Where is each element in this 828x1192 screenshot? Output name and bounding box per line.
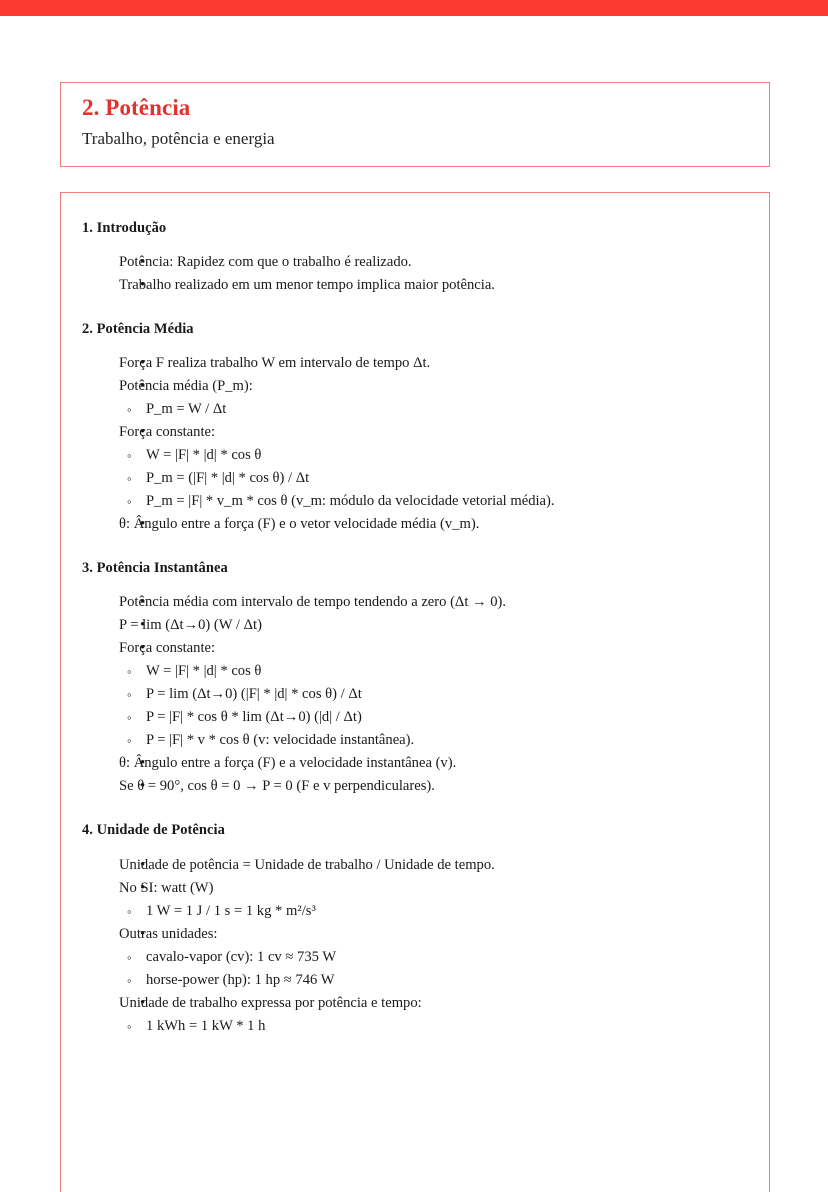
sub-bullet-list: [119, 900, 745, 923]
document-body-card: [60, 192, 770, 1192]
list-item: [82, 637, 745, 752]
sub-list-item: ◦ P_m = (|F| * |d| * cos θ) / Δt: [119, 467, 745, 490]
list-item: [82, 877, 745, 923]
sub-list-item: ◦ 1 kWh = 1 kW * 1 h: [119, 1015, 745, 1038]
page-title: 2. Potência: [82, 95, 191, 120]
sub-bullet-list: [119, 398, 745, 421]
list-item: [82, 992, 745, 1038]
list-item: [82, 775, 745, 798]
list-item-text: • θ: Ângulo entre a força (F) e a velocidade instantânea (v).: [119, 752, 745, 775]
page-subtitle: Trabalho, potência e energia: [82, 128, 275, 148]
list-item: [82, 752, 745, 775]
sub-list-item: ◦ P = |F| * cos θ * lim (Δt→0) (|d| / Δt): [119, 706, 745, 729]
sub-list-item: ◦ cavalo-vapor (cv): 1 cv ≈ 735 W: [119, 946, 745, 969]
bullet-list: [82, 591, 745, 798]
sub-bullet-list: [119, 946, 745, 992]
list-item-text: • Unidade de potência = Unidade de trabalho / Unidade de tempo.: [119, 854, 745, 877]
list-item: [82, 274, 745, 297]
bullet-list: [82, 854, 745, 1038]
list-item-text: • Potência média (P_m):: [119, 375, 745, 398]
document-section: [82, 821, 745, 1037]
document-section: [82, 559, 745, 798]
sub-list-item: ◦ 1 W = 1 J / 1 s = 1 kg * m²/s³: [119, 900, 745, 923]
sections-container: [82, 219, 745, 1038]
list-item-text: • Potência: Rapidez com que o trabalho é realizado.: [119, 251, 745, 274]
sub-list-item: ◦ W = |F| * |d| * cos θ: [119, 660, 745, 683]
document-header-card: [60, 82, 770, 167]
sub-list-item: ◦ horse-power (hp): 1 hp ≈ 746 W: [119, 969, 745, 992]
list-item-text: • P = lim (Δt→0) (W / Δt): [119, 614, 745, 637]
sub-list-item: ◦ P_m = W / Δt: [119, 398, 745, 421]
sub-bullet-list: [119, 444, 745, 513]
list-item-text: • Potência média com intervalo de tempo tendendo a zero (Δt → 0).: [119, 591, 745, 614]
top-accent-bar: [0, 0, 828, 16]
list-item-text: • Unidade de trabalho expressa por potência e tempo:: [119, 992, 745, 1015]
document-section: [82, 219, 745, 297]
list-item: [82, 614, 745, 637]
list-item-text: • Se θ = 90°, cos θ = 0 → P = 0 (F e v perpendiculares).: [119, 775, 745, 798]
sub-bullet-list: [119, 1015, 745, 1038]
section-heading: 4. Unidade de Potência: [82, 822, 225, 839]
sub-bullet-list: [119, 660, 745, 752]
document-section: [82, 320, 745, 536]
section-heading: 3. Potência Instantânea: [82, 560, 228, 577]
sub-list-item: ◦ P_m = |F| * v_m * cos θ (v_m: módulo da velocidade vetorial média).: [119, 490, 745, 513]
list-item: [82, 375, 745, 421]
section-heading: 1. Introdução: [82, 220, 167, 236]
list-item-text: • Força constante:: [119, 421, 745, 444]
list-item-text: • No SI: watt (W): [119, 877, 745, 900]
list-item: [82, 854, 745, 877]
list-item-text: • Força constante:: [119, 637, 745, 660]
sub-list-item: ◦ P = |F| * v * cos θ (v: velocidade instantânea).: [119, 729, 745, 752]
bullet-list: [82, 352, 745, 536]
list-item: [82, 251, 745, 274]
sub-list-item: ◦ P = lim (Δt→0) (|F| * |d| * cos θ) / Δt: [119, 683, 745, 706]
list-item-text: • Trabalho realizado em um menor tempo implica maior potência.: [119, 274, 745, 297]
list-item: [82, 421, 745, 513]
list-item-text: • Força F realiza trabalho W em intervalo de tempo Δt.: [119, 352, 745, 375]
bullet-list: [82, 251, 745, 297]
list-item: [82, 352, 745, 375]
list-item: [82, 923, 745, 992]
list-item: [82, 513, 745, 536]
list-item: [82, 591, 745, 614]
sub-list-item: ◦ W = |F| * |d| * cos θ: [119, 444, 745, 467]
list-item-text: • Outras unidades:: [119, 923, 745, 946]
section-heading: 2. Potência Média: [82, 321, 194, 338]
list-item-text: • θ: Ângulo entre a força (F) e o vetor velocidade média (v_m).: [119, 513, 745, 536]
